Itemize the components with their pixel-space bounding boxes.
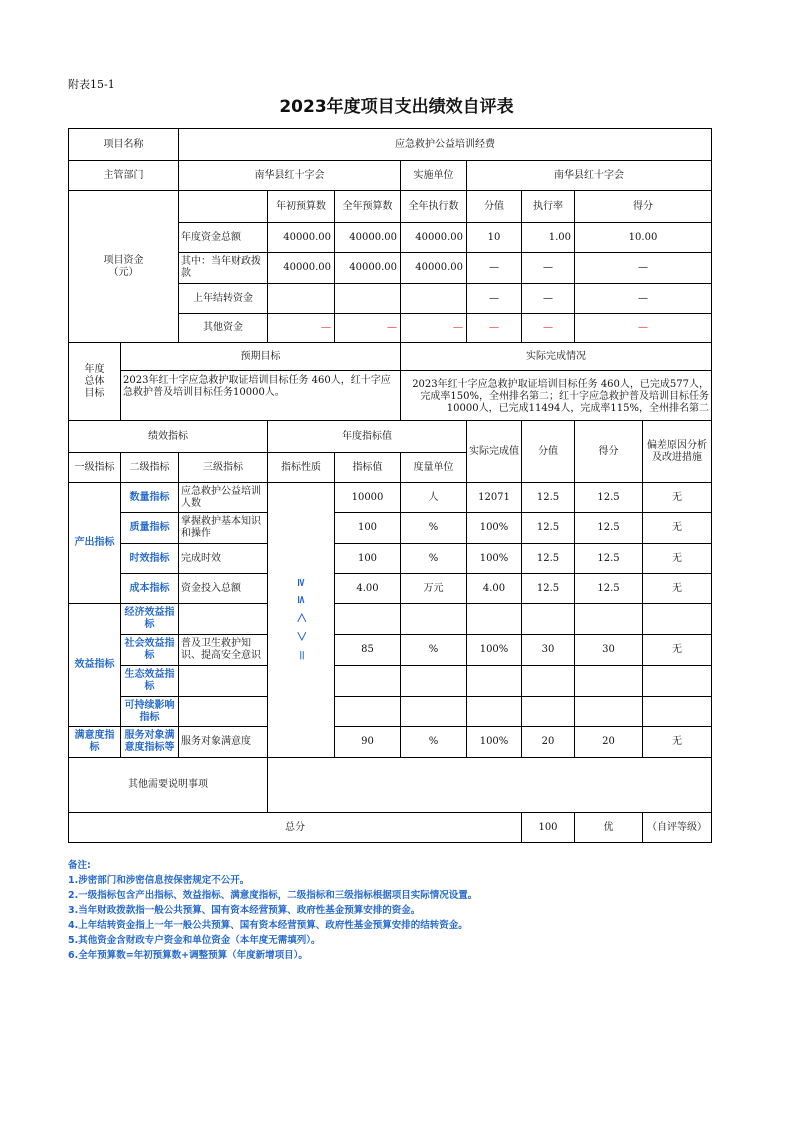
indicator-unit (401, 666, 466, 696)
indicator-reason: 无 (672, 644, 682, 655)
indicator-actual (467, 604, 521, 634)
indicator-score: 12.5 (536, 552, 560, 564)
funds-cell: — (543, 322, 553, 333)
indicator-reason: 无 (672, 736, 682, 747)
dept-label: 主管部门 (103, 169, 144, 181)
funds-label: 项目资金 （元） (103, 254, 144, 278)
indicator-actual: 100% (479, 644, 509, 655)
level2-indicator: 服务对象满意度指标等 (124, 730, 175, 753)
level3-indicator: 应急救护公益培训人数 (181, 485, 261, 509)
total-grade-note: （自评等级） (647, 821, 707, 833)
indicator-unit (401, 604, 466, 634)
indicator-actual: 12071 (478, 491, 510, 503)
indicator-actual (467, 697, 521, 726)
indicator-actual (467, 666, 521, 696)
level3-indicator: 普及卫生救护知识、提高安全意识 (181, 638, 261, 661)
indicator-got (575, 697, 642, 726)
funds-cell: 40000.00 (415, 262, 463, 273)
value-header: 指标值 (352, 461, 383, 473)
funds-cell: — (638, 262, 648, 273)
level3-indicator (179, 604, 267, 634)
funds-cell: — (638, 322, 648, 333)
funds-row-label: 年度资金总额 (181, 231, 241, 243)
funds-header: 全年执行数 (408, 200, 459, 212)
got-header: 得分 (598, 445, 619, 457)
evaluation-table (68, 128, 712, 843)
funds-cell (268, 284, 334, 313)
project-name-label: 项目名称 (103, 138, 144, 150)
indicator-value: 100 (357, 522, 378, 533)
level2-indicator: 数量指标 (129, 491, 170, 503)
level3-indicator: 资金投入总额 (181, 582, 241, 594)
actual-goal-text: 2023年红十字应急救护取证培训目标任务 460人，已完成577人，完成率150%，全州排名第二；红十字应急救护普及培训目标任务 10000人，已完成11494人，完成率115%，全州排名第二 (412, 379, 709, 414)
funds-cell: 40000.00 (415, 231, 463, 243)
other-notes-value (268, 758, 711, 812)
level1-header: 一级指标 (74, 461, 115, 473)
funds-header: 年初预算数 (276, 200, 326, 212)
funds-cell: — (453, 322, 463, 333)
funds-cell: 40000.00 (283, 231, 331, 243)
funds-cell: 10.00 (628, 231, 658, 243)
indicator-reason: 无 (672, 582, 682, 594)
indicator-got: 12.5 (597, 582, 620, 594)
funds-cell: — (543, 292, 553, 304)
group-satisfaction: 满意度指标 (74, 730, 115, 753)
project-name-value: 应急救护公益培训经费 (395, 138, 495, 150)
actual-header: 实际完成值 (469, 445, 519, 457)
page-title: 2023年度项目支出绩效自评表 (279, 97, 514, 117)
level2-indicator: 社会效益指标 (124, 638, 175, 661)
funds-cell (335, 284, 400, 313)
attachment-label: 附表15-1 (68, 78, 115, 91)
funds-cell: — (387, 322, 397, 333)
note-line: 3.当年财政拨款指一般公共预算、国有资本经营预算、政府性基金预算安排的资金。 (68, 905, 421, 916)
funds-cell: — (638, 292, 648, 304)
indicator-got (575, 604, 642, 634)
indicator-score: 12.5 (536, 522, 560, 533)
funds-cell: — (543, 262, 553, 273)
level2-indicator: 质量指标 (129, 522, 170, 533)
funds-cell: — (489, 262, 499, 273)
level3-indicator: 掌握救护基本知识和操作 (181, 516, 261, 539)
indicator-value: 90 (361, 736, 374, 747)
notes-title: 备注: (68, 860, 91, 871)
level3-indicator: 完成时效 (181, 552, 221, 564)
indicator-unit: % (428, 644, 439, 655)
funds-cell: 40000.00 (349, 262, 397, 273)
indicator-unit: % (428, 522, 439, 533)
indicator-unit: % (428, 736, 439, 747)
indicator-score: 12.5 (536, 491, 560, 503)
funds-row-label: 上年结转资金 (193, 292, 253, 304)
level2-indicator: 生态效益指标 (124, 669, 175, 692)
funds-cell: 10 (487, 231, 501, 243)
group-benefit: 效益指标 (74, 659, 115, 670)
indicator-reason (643, 604, 711, 634)
note-line: 6.全年预算数=年初预算数+调整预算（年度新增项目）。 (68, 950, 308, 961)
score-header: 分值 (538, 445, 558, 457)
total-score: 100 (538, 821, 558, 833)
actual-goal-label: 实际完成情况 (526, 350, 586, 362)
indicator-reason: 无 (672, 522, 682, 533)
dept-value: 南华县红十字会 (254, 169, 325, 181)
indicator-unit: % (428, 552, 439, 564)
indicator-got: 12.5 (597, 522, 620, 533)
indicator-value (335, 697, 400, 726)
impl-value: 南华县红十字会 (554, 169, 624, 181)
indicator-got: 20 (602, 736, 615, 747)
indicator-score (522, 697, 574, 726)
level3-indicator (179, 697, 267, 726)
total-grade: 优 (603, 821, 614, 833)
note-line: 5.其他资金含财政专户资金和单位资金（本年度无需填列）。 (68, 935, 321, 946)
level3-indicator: 服务对象满意度 (181, 736, 251, 747)
note-line: 4.上年结转资金指上一年一般公共预算、国有资本经营预算、政府性基金预算安排的结转资金。 (68, 920, 468, 931)
indicator-actual: 100% (479, 522, 509, 533)
indicator-value: 10000 (351, 491, 384, 503)
level3-indicator (179, 666, 267, 696)
indicator-got: 30 (602, 644, 615, 655)
indicator-got: 12.5 (597, 491, 620, 503)
level3-header: 三级指标 (203, 461, 243, 473)
impl-label: 实施单位 (413, 169, 454, 181)
funds-cell: 40000.00 (349, 231, 397, 243)
indicator-score: 12.5 (536, 582, 560, 594)
funds-cell: — (321, 322, 331, 333)
indicator-reason (643, 697, 711, 726)
nature-symbols-cell: ≥ ≤ ＜ ＞ ＝ (295, 577, 308, 663)
indicator-value (335, 666, 400, 696)
indicator-got (575, 666, 642, 696)
note-line: 2.一级指标包含产出指标、效益指标、满意度指标，二级指标和三级指标根据项目实际情况设置。 (68, 890, 478, 901)
indicator-score: 20 (541, 736, 555, 747)
total-label: 总分 (285, 821, 305, 833)
funds-header: 全年预算数 (342, 200, 393, 212)
indicator-value (335, 604, 400, 634)
indicator-score (522, 666, 574, 696)
level2-indicator: 经济效益指标 (124, 607, 175, 630)
indicator-reason: 无 (672, 552, 682, 564)
indicator-value: 4.00 (356, 582, 379, 594)
note-line: 1.涉密部门和涉密信息按保密规定不公开。 (68, 875, 250, 886)
perf-header: 绩效指标 (148, 430, 188, 442)
funds-cell: — (489, 292, 499, 304)
indicator-reason: 无 (672, 491, 682, 503)
funds-cell: 1.00 (548, 231, 571, 243)
funds-header: 得分 (633, 200, 653, 212)
indicator-score: 30 (541, 644, 555, 655)
funds-cell (401, 284, 466, 313)
funds-row-label: 其中：当年财政拨款 (181, 256, 261, 279)
expected-goal-text: 2023年红十字应急救护取证培训目标任务 460人，红十字应急救护普及培训目标任务10000人。 (123, 375, 391, 398)
level2-indicator: 成本指标 (129, 582, 170, 594)
level2-indicator: 时效指标 (129, 552, 170, 564)
nature-header: 指标性质 (281, 461, 321, 473)
indicator-actual: 100% (479, 552, 509, 564)
reason-header: 偏差原因分析及改进措施 (647, 439, 707, 463)
funds-cell: — (489, 322, 499, 333)
notes-section (68, 858, 728, 963)
indicator-value: 100 (357, 552, 378, 564)
group-output: 产出指标 (74, 537, 115, 548)
level2-indicator: 可持续影响指标 (124, 699, 175, 723)
indicator-reason (643, 666, 711, 696)
indicator-actual: 4.00 (482, 582, 506, 594)
indicator-unit (401, 697, 466, 726)
indicator-actual: 100% (479, 736, 509, 747)
expected-goal-label: 预期目标 (240, 350, 281, 362)
other-notes-label: 其他需要说明事项 (128, 779, 208, 790)
indicator-got: 12.5 (597, 552, 620, 564)
indicator-unit: 万元 (423, 582, 444, 594)
level2-header: 二级指标 (129, 461, 170, 473)
annual-header: 年度指标值 (342, 430, 392, 442)
indicator-unit: 人 (428, 491, 439, 503)
funds-row-label: 其他资金 (203, 322, 243, 333)
funds-header: 分值 (484, 200, 504, 212)
indicator-value: 85 (361, 644, 374, 655)
unit-header: 度量单位 (413, 461, 454, 473)
funds-cell: 40000.00 (283, 262, 331, 273)
funds-header: 执行率 (533, 200, 563, 212)
indicator-score (522, 604, 574, 634)
goals-label: 年度 总体 目标 (84, 363, 105, 399)
